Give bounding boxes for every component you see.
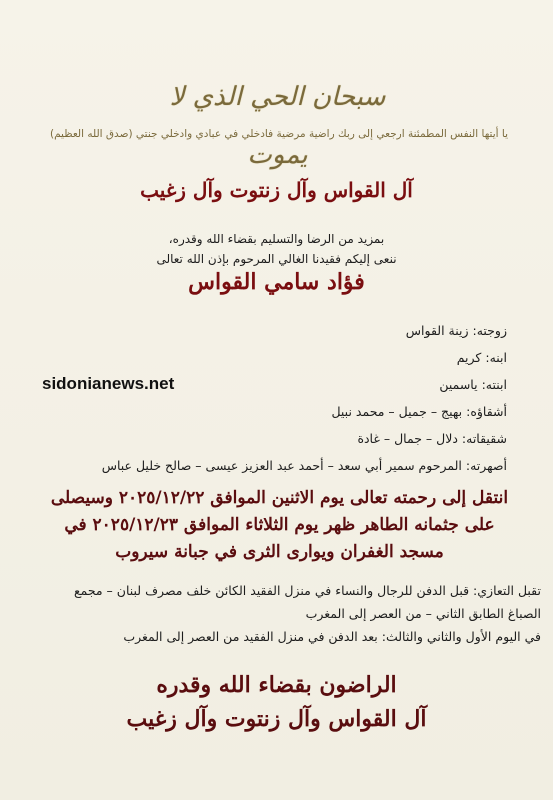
relative-label: شقيقاته: [461, 431, 507, 446]
relative-in-laws [102, 458, 507, 473]
relative-value: زينة القواس [405, 323, 469, 338]
relative-value: ياسمين [439, 377, 478, 392]
condolence-line-3: في اليوم الأول والثاني والثالث: بعد الدفن في منزل الفقيد من العصر إلى المغرب [123, 629, 541, 644]
condolence-line-1: تقبل التعازي: قبل الدفن للرجال والنساء في منزل الفقيد الكائن خلف مصرف لبنان – مجمع [73, 583, 541, 598]
closing-line-1: الراضون بقضاء الله وقدره [156, 672, 397, 698]
announcement-line-1: انتقل إلى رحمته تعالى يوم الاثنين الموافق ٢٠٢٥/١٢/٢٢ وسيصلى [50, 488, 509, 508]
relative-label: أصهرته: [465, 458, 507, 473]
condolence-line-2: الصباغ الطابق الثاني – من العصر إلى المغرب [305, 606, 541, 621]
families-heading: آل القواس وآل زنتوت وآل زغيب [140, 178, 413, 202]
relative-son [457, 350, 507, 365]
intro-line-2: ننعى إليكم فقيدنا الغالي المرحوم بإذن الله تعالى [156, 252, 397, 266]
quran-verse: يا أيتها النفس المطمئنة ارجعي إلى ربك راضية مرضية فادخلي في عبادي وادخلي جنتي (صدق الله العظيم) [49, 128, 509, 140]
relative-label: ابنته: [481, 377, 507, 392]
relative-value: دلال – جمال – غادة [357, 431, 458, 446]
relative-wife [406, 323, 507, 338]
intro-line-1: بمزيد من الرضا والتسليم بقضاء الله وقدره، [168, 232, 385, 246]
relative-daughter [439, 377, 507, 392]
relative-value: كريم [456, 350, 482, 365]
relative-value: المرحوم سمير أبي سعد – أحمد عبد العزيز عيسى – صالح خليل عباس [101, 458, 462, 473]
relative-label: ابنه: [485, 350, 507, 365]
deceased-name: فؤاد سامي القواس [188, 269, 365, 295]
announcement-line-2: على جثمانه الطاهر ظهر يوم الثلاثاء الموافق ٢٠٢٥/١٢/٢٣ في [64, 515, 495, 535]
announcement-line-3: مسجد الغفران ويوارى الثرى في جبانة سيروب [115, 542, 444, 562]
site-watermark: sidonianews.net [42, 374, 175, 393]
relative-label: أشقاؤه: [466, 404, 507, 419]
calligraphy-header: سبحان الحي الذي لا يموت [169, 82, 386, 170]
relative-label: زوجته: [472, 323, 507, 338]
relative-value: بهيج – جميل – محمد نبيل [331, 404, 463, 419]
closing-signature: آل القواس وآل زنتوت وآل زغيب [126, 706, 427, 732]
relative-brothers [331, 404, 507, 419]
relative-sisters [357, 431, 507, 446]
